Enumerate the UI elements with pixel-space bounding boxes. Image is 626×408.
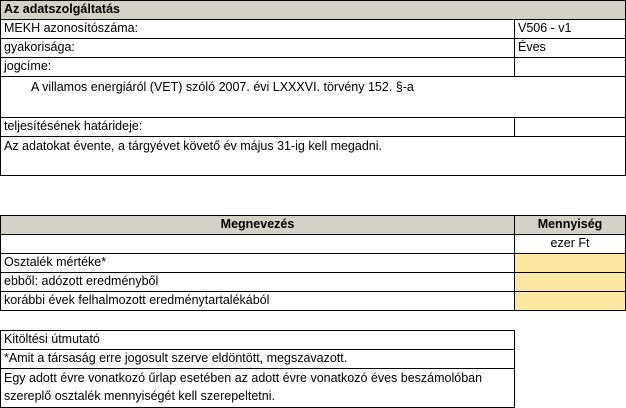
input-taxed-profit[interactable]	[514, 272, 626, 292]
deadline-text: Az adatokat évente, a tárgyévet követő év május 31-ig kell megadni.	[0, 136, 626, 176]
column-header-quantity: Mennyiség	[514, 215, 626, 235]
row-label-taxed-profit: ebből: adózott eredményből	[0, 272, 515, 292]
row-label-dividend: Osztalék mértéke*	[0, 253, 515, 273]
legal-basis-value	[514, 57, 626, 77]
guide-title: Kitöltési útmutató	[0, 330, 515, 350]
section-title: Az adatszolgáltatás	[0, 0, 626, 20]
input-dividend[interactable]	[514, 253, 626, 273]
mekh-id-label: MEKH azonosítószáma:	[0, 19, 515, 39]
column-header-name: Megnevezés	[0, 215, 515, 235]
guide-note-1: *Amit a társaság erre jogosult szerve eldöntött, megszavazott.	[0, 349, 515, 369]
deadline-label: teljesítésének határideje:	[0, 117, 515, 137]
unit-label: ezer Ft	[514, 234, 626, 254]
input-retained-earnings[interactable]	[514, 291, 626, 311]
deadline-value-cell	[514, 117, 626, 137]
unit-row-empty	[0, 234, 515, 254]
legal-basis-label: jogcíme:	[0, 57, 515, 77]
legal-basis-text: A villamos energiáról (VET) szóló 2007. évi LXXXVI. törvény 152. §-a	[0, 76, 626, 118]
frequency-value: Éves	[514, 38, 626, 58]
mekh-id-value: V506 - v1	[514, 19, 626, 39]
guide-note-2: Egy adott évre vonatkozó űrlap esetében az adott évre vonatkozó éves beszámolóban szereplő osztalék mennyiségét kell szerepeltetni.	[0, 368, 515, 408]
row-label-retained-earnings: korábbi évek felhalmozott eredménytartalékából	[0, 291, 515, 311]
frequency-label: gyakorisága:	[0, 38, 515, 58]
